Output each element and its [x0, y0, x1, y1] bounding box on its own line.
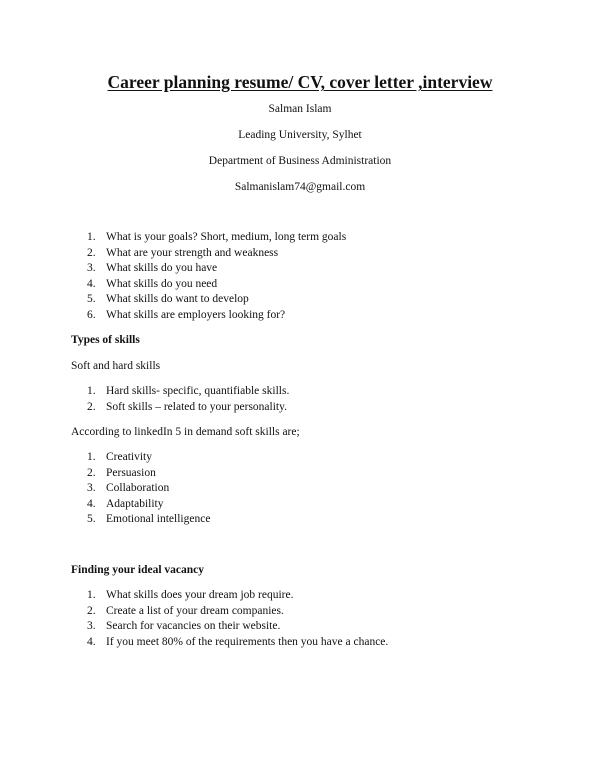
- list-number: 1.: [87, 385, 96, 397]
- linkedin-intro: According to linkedIn 5 in demand soft skills are;: [71, 426, 300, 438]
- list-text: Collaboration: [106, 482, 170, 494]
- list-number: 2.: [87, 466, 96, 479]
- list-number: 3.: [87, 620, 96, 632]
- list-text: Create a list of your dream companies.: [106, 604, 284, 617]
- email-address: Salmanislam74@gmail.com: [234, 181, 366, 193]
- types-of-skills-heading: Types of skills: [71, 334, 140, 346]
- list-text: Persuasion: [106, 466, 156, 479]
- list-text: What skills are employers looking for?: [106, 308, 286, 321]
- department-name: Department of Business Administration: [208, 155, 392, 167]
- list-number: 5.: [87, 293, 96, 305]
- list-number: 1.: [87, 231, 96, 243]
- list-number: 4.: [87, 277, 96, 290]
- list-number: 1.: [87, 589, 96, 601]
- list-number: 4.: [87, 635, 96, 648]
- list-number: 4.: [87, 497, 96, 510]
- list-text: Creativity: [106, 451, 152, 463]
- list-text: What are your strength and weakness: [106, 246, 279, 259]
- list-number: 6.: [87, 308, 96, 321]
- list-number: 2.: [87, 604, 96, 617]
- list-text: What skills do you have: [106, 262, 218, 274]
- skills-intro: Soft and hard skills: [71, 360, 161, 372]
- list-text: Emotional intelligence: [106, 513, 211, 525]
- document-title: Career planning resume/ CV, cover letter ,interview: [107, 72, 493, 92]
- list-number: 2.: [87, 400, 96, 413]
- list-number: 3.: [87, 262, 96, 274]
- list-text: If you meet 80% of the requirements then you have a chance.: [106, 635, 389, 648]
- list-text: Soft skills – related to your personality.: [106, 400, 287, 413]
- list-number: 5.: [87, 513, 96, 525]
- list-text: Adaptability: [106, 497, 164, 510]
- list-text: What is your goals? Short, medium, long term goals: [106, 231, 347, 243]
- list-text: Search for vacancies on their website.: [106, 620, 281, 632]
- list-number: 3.: [87, 482, 96, 494]
- author-name: Salman Islam: [268, 103, 332, 115]
- list-text: Hard skills- specific, quantifiable skills.: [106, 385, 290, 397]
- list-text: What skills do you need: [106, 277, 218, 290]
- list-text: What skills do want to develop: [106, 293, 249, 305]
- vacancy-heading: Finding your ideal vacancy: [71, 564, 205, 576]
- list-number: 1.: [87, 451, 96, 463]
- university-name: Leading University, Sylhet: [238, 129, 362, 141]
- list-number: 2.: [87, 246, 96, 259]
- list-text: What skills does your dream job require.: [106, 589, 294, 601]
